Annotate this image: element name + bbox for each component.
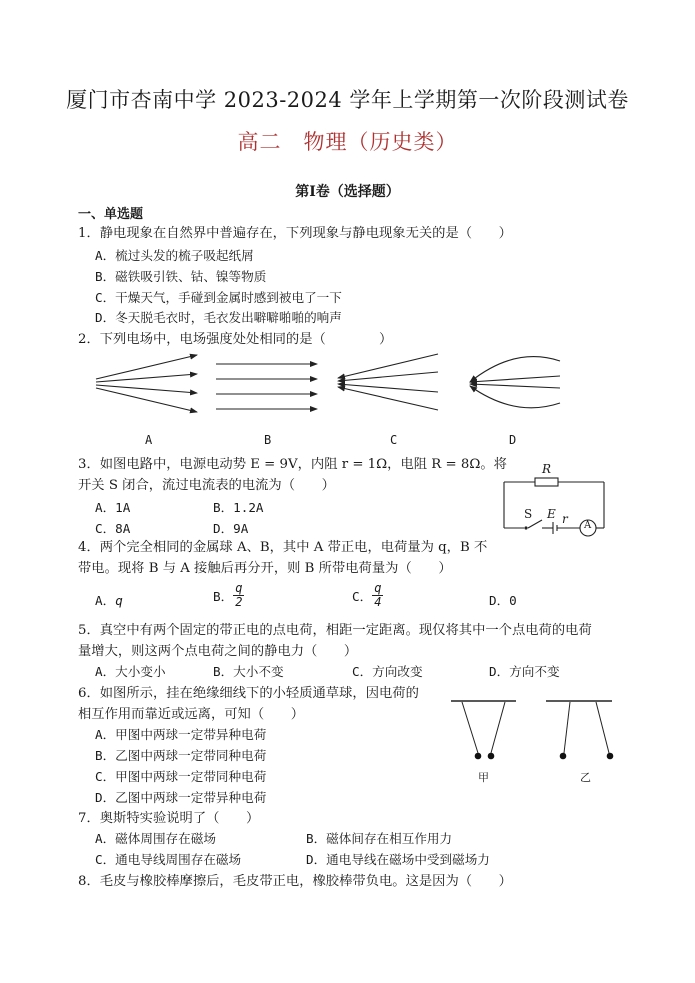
exam-subtitle: 高二 物理（历史类） bbox=[237, 130, 458, 154]
question-1-option-d: D．冬天脱毛衣时，毛衣发出噼噼啪啪的响声 bbox=[95, 310, 342, 325]
figure-label-c: C bbox=[390, 433, 398, 447]
question-7-option-b: B．磁体间存在相互作用力 bbox=[306, 831, 453, 846]
question-3-option-c: C．8A bbox=[95, 521, 131, 536]
question-4-stem-line1: 4．两个完全相同的金属球 A、B，其中 A 带正电，电荷量为 q，B 不 bbox=[78, 540, 488, 555]
question-6-option-d: D．乙图中两球一定带异种电荷 bbox=[95, 790, 267, 805]
question-3-stem-line1: 3．如图电路中，电源电动势 E = 9V，内阻 r = 1Ω，电阻 R = 8Ω。将 bbox=[78, 457, 507, 472]
question-4-option-d: D．0 bbox=[489, 593, 517, 608]
question-6-option-c: C．甲图中两球一定带同种电荷 bbox=[95, 769, 267, 784]
question-7-option-a: A．磁体周围存在磁场 bbox=[95, 831, 216, 846]
circuit-label-emf: E bbox=[547, 507, 556, 521]
ammeter-icon: A bbox=[584, 520, 592, 531]
circuit-label-switch: S bbox=[524, 507, 533, 521]
question-1-stem: 1．静电现象在自然界中普遍存在，下列现象与静电现象无关的是（ ） bbox=[78, 226, 512, 241]
question-7-option-d: D．通电导线在磁场中受到磁场力 bbox=[306, 852, 490, 867]
question-1-option-a: A．梳过头发的梳子吸起纸屑 bbox=[95, 248, 254, 263]
question-4-option-c: C． $\frac{q}{4}$ bbox=[352, 581, 382, 609]
question-3-stem-line2: 开关 S 闭合，流过电流表的电流为（ ） bbox=[78, 478, 335, 493]
circuit-label-r-resistor: R bbox=[542, 462, 552, 476]
figure-label-a: A bbox=[145, 433, 153, 447]
question-4-stem-line2: 带电。现将 B 与 A 接触后再分开，则 B 所带电荷量为（ ） bbox=[78, 561, 452, 576]
question-4-option-b: B． $\frac{q}{2}$ bbox=[213, 581, 243, 609]
question-6-stem-line2: 相互作用而靠近或远离，可知（ ） bbox=[78, 707, 305, 722]
question-5-option-d: D．方向不变 bbox=[489, 664, 560, 679]
figure-label-d: D bbox=[509, 433, 517, 447]
question-6-option-a: A．甲图中两球一定带异种电荷 bbox=[95, 727, 267, 742]
figure-label-yi: 乙 bbox=[580, 771, 591, 784]
question-2-stem: 2．下列电场中，电场强度处处相同的是（ ） bbox=[78, 332, 393, 347]
question-5-option-a: A．大小变小 bbox=[95, 664, 166, 679]
question-7-option-c: C．通电导线周围存在磁场 bbox=[95, 852, 242, 867]
question-3-option-d: D．9A bbox=[213, 521, 249, 536]
figure-label-b: B bbox=[264, 433, 272, 447]
question-5-option-c: C．方向改变 bbox=[352, 664, 423, 679]
question-4-option-a: A．q bbox=[95, 593, 123, 608]
figure-label-jia: 甲 bbox=[478, 771, 489, 784]
question-8-stem: 8．毛皮与橡胶棒摩擦后，毛皮带正电，橡胶棒带负电。这是因为（ ） bbox=[78, 874, 512, 889]
part-heading: 第Ⅰ卷（选择题） bbox=[295, 184, 400, 200]
question-5-stem-line1: 5．真空中有两个固定的带正电的点电荷，相距一定距离。现仅将其中一个点电荷的电荷 bbox=[78, 623, 592, 638]
section-heading: 一、单选题 bbox=[78, 207, 144, 222]
question-6-option-b: B．乙图中两球一定带同种电荷 bbox=[95, 748, 267, 763]
exam-title: 厦门市杏南中学 2023-2024 学年上学期第一次阶段测试卷 bbox=[66, 88, 629, 112]
question-1-option-b: B．磁铁吸引铁、钴、镍等物质 bbox=[95, 269, 267, 284]
question-5-option-b: B．大小不变 bbox=[213, 664, 284, 679]
question-3-option-b: B．1.2A bbox=[213, 500, 264, 515]
question-3-option-a: A．1A bbox=[95, 500, 131, 515]
question-6-stem-line1: 6．如图所示，挂在绝缘细线下的小轻质通草球，因电荷的 bbox=[78, 686, 419, 701]
circuit-label-internal-resistance: r bbox=[562, 512, 568, 526]
question-1-option-c: C．干燥天气，手碰到金属时感到被电了一下 bbox=[95, 290, 342, 305]
question-5-stem-line2: 量增大，则这两个点电荷之间的静电力（ ） bbox=[78, 644, 358, 659]
question-7-stem: 7．奥斯特实验说明了（ ） bbox=[78, 811, 260, 826]
